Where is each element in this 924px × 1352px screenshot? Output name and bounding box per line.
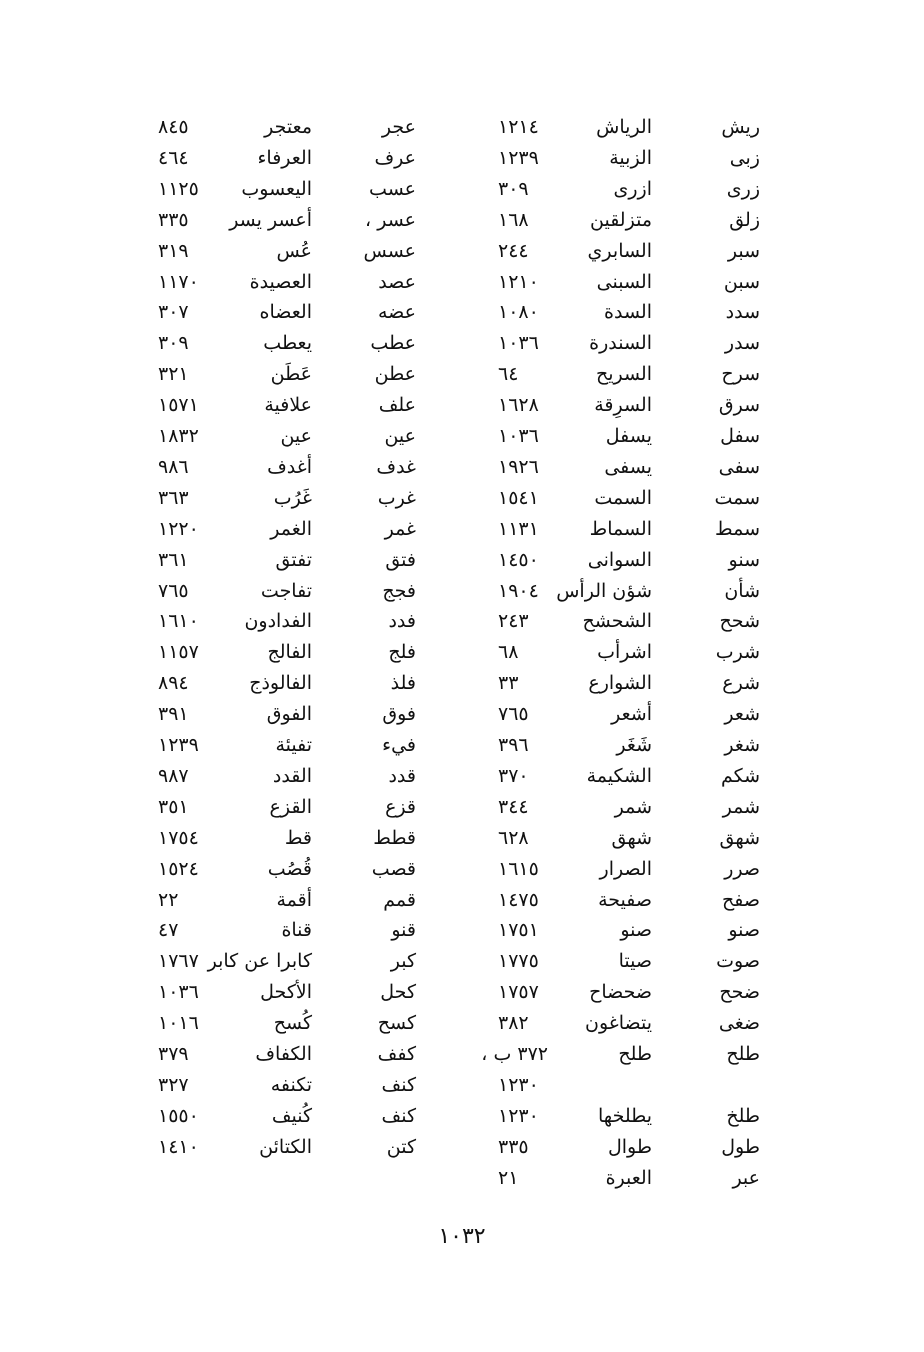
entry-root: سبن <box>723 270 760 293</box>
index-entry <box>0 174 924 204</box>
entry-root: قنو <box>391 919 416 942</box>
entry-word: طوال <box>607 1135 652 1158</box>
entry-word: قط <box>284 826 312 849</box>
entry-root: عرف <box>374 146 416 169</box>
entry-page-ref: ٦٨ <box>498 641 519 664</box>
entry-word: أقمة <box>276 888 312 911</box>
entry-word: يسفل <box>605 425 652 447</box>
entry-root: عضه <box>378 301 416 324</box>
entry-word: عُس <box>276 239 312 262</box>
page-number: ١٠٣٢ <box>438 1224 486 1249</box>
index-entry <box>0 668 924 698</box>
entry-root: سدد <box>725 301 760 324</box>
entry-word: السابري <box>587 239 652 262</box>
index-entry <box>0 854 924 884</box>
entry-page-ref: ١٧٦٧ <box>158 950 199 973</box>
entry-root: شغر <box>724 734 760 756</box>
entry-page-ref: ٢٤٣ <box>498 610 529 633</box>
entry-root: علف <box>378 394 416 417</box>
entry-word: شَغَر <box>616 734 652 756</box>
index-entry <box>0 885 924 915</box>
entry-root: كنف <box>381 1104 416 1127</box>
entry-page-ref: ١٢٢٠ <box>158 517 199 540</box>
entry-root: فتق <box>385 548 416 571</box>
entry-page-ref: ٣٣٥ <box>498 1135 529 1158</box>
entry-word: القدد <box>272 764 312 787</box>
entry-word: الكتائن <box>259 1135 312 1158</box>
entry-page-ref: ١٢١٤ <box>498 116 539 138</box>
entry-root: طول <box>721 1135 760 1158</box>
index-entry <box>0 514 924 544</box>
entry-page-ref: ٣١٩ <box>158 239 189 262</box>
index-entry <box>0 112 924 142</box>
entry-word: العبرة <box>605 1166 652 1189</box>
entry-word: الرياش <box>596 116 652 138</box>
entry-page-ref: ٣٣ <box>498 672 519 695</box>
entry-root: ضحح <box>719 981 760 1004</box>
entry-page-ref: ١٧٥٤ <box>158 826 199 849</box>
index-entry <box>0 1132 924 1162</box>
entry-word: صيتا <box>618 950 652 973</box>
entry-page-ref: ١٠٣٦ <box>498 425 539 447</box>
entry-root: صنو <box>728 919 760 942</box>
entry-word: القزع <box>269 795 312 818</box>
entry-word: قناة <box>281 919 312 942</box>
entry-root: عجر <box>381 116 416 138</box>
entry-root: قدد <box>388 764 416 787</box>
entry-page-ref: ١٥٤١ <box>498 486 539 509</box>
index-entry <box>0 915 924 945</box>
entry-page-ref: ٣٧٩ <box>158 1043 189 1065</box>
entry-word: السوانى <box>587 548 652 571</box>
entry-root: طلح <box>726 1043 760 1065</box>
entry-word: كابرا عن كابر <box>207 950 312 973</box>
entry-page-ref: ٣٧٠ <box>498 764 529 787</box>
entry-page-ref: ١٦٨ <box>498 208 529 231</box>
entry-page-ref: ٣٥١ <box>158 795 189 818</box>
entry-word: الغمر <box>270 517 312 540</box>
entry-word: طلح <box>618 1043 652 1065</box>
entry-word: تفتق <box>275 548 312 571</box>
index-entry <box>0 977 924 1007</box>
entry-word: العصيدة <box>249 270 312 293</box>
entry-page-ref: ١٢٣٠ <box>498 1104 539 1127</box>
entry-root: كبر <box>390 950 416 973</box>
entry-word: اليعسوب <box>241 177 312 200</box>
entry-page-ref: ١٧٧٥ <box>498 950 539 973</box>
entry-word: اشرأب <box>597 641 652 664</box>
entry-root: قطط <box>373 826 416 849</box>
entry-root: سنو <box>728 548 760 571</box>
entry-page-ref: ١٢١٠ <box>498 270 539 293</box>
entry-root: صفح <box>721 888 760 911</box>
entry-root: زرى <box>726 177 760 200</box>
entry-root: عطب <box>370 332 416 355</box>
entry-page-ref: ٣٢٧ <box>158 1073 189 1096</box>
entry-word: الشكيمة <box>586 764 652 787</box>
entry-word: العرفاء <box>257 146 312 169</box>
entry-word: الأكحل <box>260 981 312 1004</box>
index-entry <box>0 637 924 667</box>
entry-root: فلذ <box>390 672 416 695</box>
entry-root: سفى <box>718 455 760 478</box>
entry-word: تكنفه <box>270 1073 312 1096</box>
entry-word: شهق <box>611 826 652 849</box>
entry-word: يسفى <box>604 455 652 478</box>
entry-page-ref: ٣٣٥ <box>158 208 189 231</box>
index-entry <box>0 452 924 482</box>
index-entry <box>0 606 924 636</box>
entry-word: السدة <box>604 301 652 324</box>
entry-word: أشعر <box>611 703 652 726</box>
entry-root: عسب <box>369 177 416 200</box>
entry-page-ref: ٦٢٨ <box>498 826 529 849</box>
entry-word: شؤن الرأس <box>556 579 652 602</box>
entry-word: السبنى <box>596 270 652 293</box>
entry-root: كحل <box>380 981 416 1004</box>
entry-root: شهق <box>719 826 760 849</box>
entry-root: زبى <box>729 146 760 169</box>
entry-word: عَطَن <box>270 363 312 386</box>
entry-page-ref: ٧٦٥ <box>158 579 189 602</box>
entry-root: كنف <box>381 1073 416 1096</box>
entry-page-ref: ١١٥٧ <box>158 641 199 664</box>
entry-root: شمر <box>722 795 760 818</box>
entry-word: قُصُب <box>267 857 312 880</box>
entry-root: عطن <box>374 363 416 386</box>
entry-word: صفيحة <box>598 888 652 911</box>
entry-root: قصب <box>371 857 416 880</box>
entry-root: صرر <box>724 857 760 880</box>
index-entry <box>0 297 924 327</box>
entry-word: السرِقة <box>594 394 652 417</box>
entry-word: كُسح <box>273 1012 312 1035</box>
entry-word: السمت <box>594 486 652 509</box>
entry-page-ref: ١٦٢٨ <box>498 394 539 417</box>
entry-root: شأن <box>724 579 760 602</box>
entry-root: طلخ <box>726 1104 760 1127</box>
index-entry <box>0 390 924 420</box>
index-entry <box>0 699 924 729</box>
entry-root: شرب <box>715 641 760 664</box>
entry-word: الفدادون <box>244 610 312 633</box>
entry-page-ref: ٣٩١ <box>158 703 189 726</box>
entry-page-ref: ١٤٥٠ <box>498 548 539 571</box>
entry-word: غَرُب <box>273 486 312 509</box>
entry-page-ref: ١٠١٦ <box>158 1012 199 1035</box>
entry-page-ref: ١٧٥٧ <box>498 981 539 1004</box>
entry-page-ref: ١٤٧٥ <box>498 888 539 911</box>
index-entry <box>0 1070 924 1100</box>
entry-page-ref: ٣٧٢ ب ، <box>481 1043 548 1065</box>
entry-word: أعسر يسر <box>229 208 312 231</box>
entry-word: الكفاف <box>255 1043 312 1065</box>
entry-page-ref: ٤٦٤ <box>158 146 189 169</box>
entry-word: يطلخها <box>598 1104 652 1127</box>
entry-page-ref: ٧٦٥ <box>498 703 529 726</box>
index-entry <box>0 483 924 513</box>
entry-page-ref: ١٢٣٩ <box>498 146 539 169</box>
entry-root: شحح <box>719 610 760 633</box>
entry-word: ضحضاح <box>589 981 652 1004</box>
entry-word: شمر <box>614 795 652 818</box>
index-entry <box>0 143 924 173</box>
entry-root: فيء <box>382 734 416 756</box>
entry-word: السريح <box>595 363 652 386</box>
entry-root: فدد <box>388 610 416 633</box>
entry-page-ref: ٣٨٢ <box>498 1012 529 1035</box>
entry-word: تفاجت <box>260 579 312 602</box>
index-entry <box>0 1008 924 1038</box>
entry-root: عسر ، <box>365 208 416 231</box>
index-entry <box>0 730 924 760</box>
entry-word: متزلقين <box>590 208 652 231</box>
entry-root: ريش <box>721 116 760 138</box>
entry-root: زلق <box>729 208 760 231</box>
entry-page-ref: ١١٣١ <box>498 517 539 540</box>
entry-root: كسح <box>377 1012 416 1035</box>
entry-root: كتن <box>386 1135 416 1158</box>
entry-word: أغدف <box>267 455 312 478</box>
entry-root: غرب <box>377 486 416 509</box>
entry-root: عصد <box>378 270 416 293</box>
index-entry <box>0 359 924 389</box>
entry-page-ref: ٩٨٦ <box>158 455 189 478</box>
entry-page-ref: ١٠٨٠ <box>498 301 539 324</box>
entry-page-ref: ٣٤٤ <box>498 795 529 818</box>
entry-word: الصرار <box>599 857 652 880</box>
index-entry <box>0 761 924 791</box>
entry-page-ref: ١١٧٠ <box>158 270 199 293</box>
entry-root: سبر <box>727 239 760 262</box>
entry-page-ref: ١٩٢٦ <box>498 455 539 478</box>
entry-root: غدف <box>376 455 416 478</box>
entry-root: عبر <box>732 1166 760 1189</box>
index-entry <box>0 576 924 606</box>
entry-root: قزع <box>385 795 416 818</box>
entry-word: كُنيف <box>271 1104 312 1127</box>
entry-word: يتضاغون <box>585 1012 652 1035</box>
index-entry <box>0 421 924 451</box>
index-entry <box>0 545 924 575</box>
entry-page-ref: ١٤١٠ <box>158 1135 199 1158</box>
entry-word: السندرة <box>589 332 652 355</box>
index-entry <box>0 267 924 297</box>
entry-page-ref: ٢٤٤ <box>498 239 529 262</box>
entry-page-ref: ٢١ <box>498 1166 519 1189</box>
entry-word: الشوارع <box>588 672 652 695</box>
entry-page-ref: ١٢٣٠ <box>498 1073 539 1096</box>
entry-root: سرق <box>718 394 760 417</box>
entry-page-ref: ٣٠٩ <box>498 177 529 200</box>
entry-page-ref: ١٥٧١ <box>158 394 199 417</box>
index-entry <box>0 328 924 358</box>
entry-root: شكم <box>720 764 760 787</box>
entry-root: فجج <box>382 579 416 602</box>
entry-root: شعر <box>724 703 760 726</box>
index-entry <box>0 792 924 822</box>
entry-page-ref: ٢٢ <box>158 888 179 911</box>
entry-root: قمم <box>383 888 416 911</box>
entry-page-ref: ٨٩٤ <box>158 672 189 695</box>
entry-word: صنو <box>620 919 652 942</box>
entry-word: عين <box>280 425 312 447</box>
entry-page-ref: ٣٢١ <box>158 363 189 386</box>
index-entry <box>0 236 924 266</box>
entry-root: سدر <box>724 332 760 355</box>
index-entry <box>0 1039 924 1069</box>
entry-page-ref: ١٠٣٦ <box>498 332 539 355</box>
entry-root: صوت <box>716 950 760 973</box>
entry-page-ref: ١٧٥١ <box>498 919 539 942</box>
entry-page-ref: ٤٧ <box>158 919 179 942</box>
index-entry <box>0 946 924 976</box>
entry-root: فلج <box>388 641 416 664</box>
entry-word: الزبية <box>609 146 652 169</box>
entry-page-ref: ١٦١٥ <box>498 857 539 880</box>
entry-word: الفوق <box>266 703 312 726</box>
entry-word: العضاه <box>259 301 312 324</box>
entry-page-ref: ١٨٣٢ <box>158 425 199 447</box>
entry-word: الفالج <box>267 641 312 664</box>
entry-page-ref: ٣٦١ <box>158 548 189 571</box>
entry-root: سمت <box>714 486 760 509</box>
entry-page-ref: ٦٤ <box>498 363 519 386</box>
entry-root: سرح <box>721 363 760 386</box>
entry-root: عسس <box>363 239 416 262</box>
entry-word: تفيئة <box>275 734 312 756</box>
entry-page-ref: ٣٠٩ <box>158 332 189 355</box>
entry-page-ref: ١٦١٠ <box>158 610 199 633</box>
entry-word: ازرى <box>613 177 652 200</box>
entry-page-ref: ٣٠٧ <box>158 301 189 324</box>
entry-root: غمر <box>384 517 416 540</box>
entry-page-ref: ١٢٣٩ <box>158 734 199 756</box>
index-entry <box>0 1163 924 1193</box>
entry-word: الشحشح <box>582 610 652 633</box>
entry-page-ref: ٣٩٦ <box>498 734 529 756</box>
entry-page-ref: ٣٦٣ <box>158 486 189 509</box>
index-entry <box>0 1101 924 1131</box>
entry-page-ref: ٨٤٥ <box>158 116 189 138</box>
entry-word: يعطب <box>263 332 312 355</box>
entry-word: السماط <box>589 517 652 540</box>
entry-root: سفل <box>720 425 760 447</box>
entry-word: الفالوذج <box>249 672 312 695</box>
entry-page-ref: ١١٢٥ <box>158 177 199 200</box>
entry-page-ref: ١٥٥٠ <box>158 1104 199 1127</box>
entry-root: كفف <box>377 1043 416 1065</box>
entry-root: عين <box>384 425 416 447</box>
entry-root: سمط <box>715 517 760 540</box>
entry-root: ضغى <box>718 1012 760 1035</box>
entry-word: معتجر <box>264 116 312 138</box>
entry-page-ref: ١٩٠٤ <box>498 579 539 602</box>
entry-word: علافية <box>264 394 312 417</box>
entry-root: فوق <box>382 703 416 726</box>
entry-page-ref: ٩٨٧ <box>158 764 189 787</box>
index-entry <box>0 823 924 853</box>
index-entry <box>0 205 924 235</box>
entry-root: شرع <box>722 672 760 695</box>
entry-page-ref: ١٠٣٦ <box>158 981 199 1004</box>
entry-page-ref: ١٥٢٤ <box>158 857 199 880</box>
